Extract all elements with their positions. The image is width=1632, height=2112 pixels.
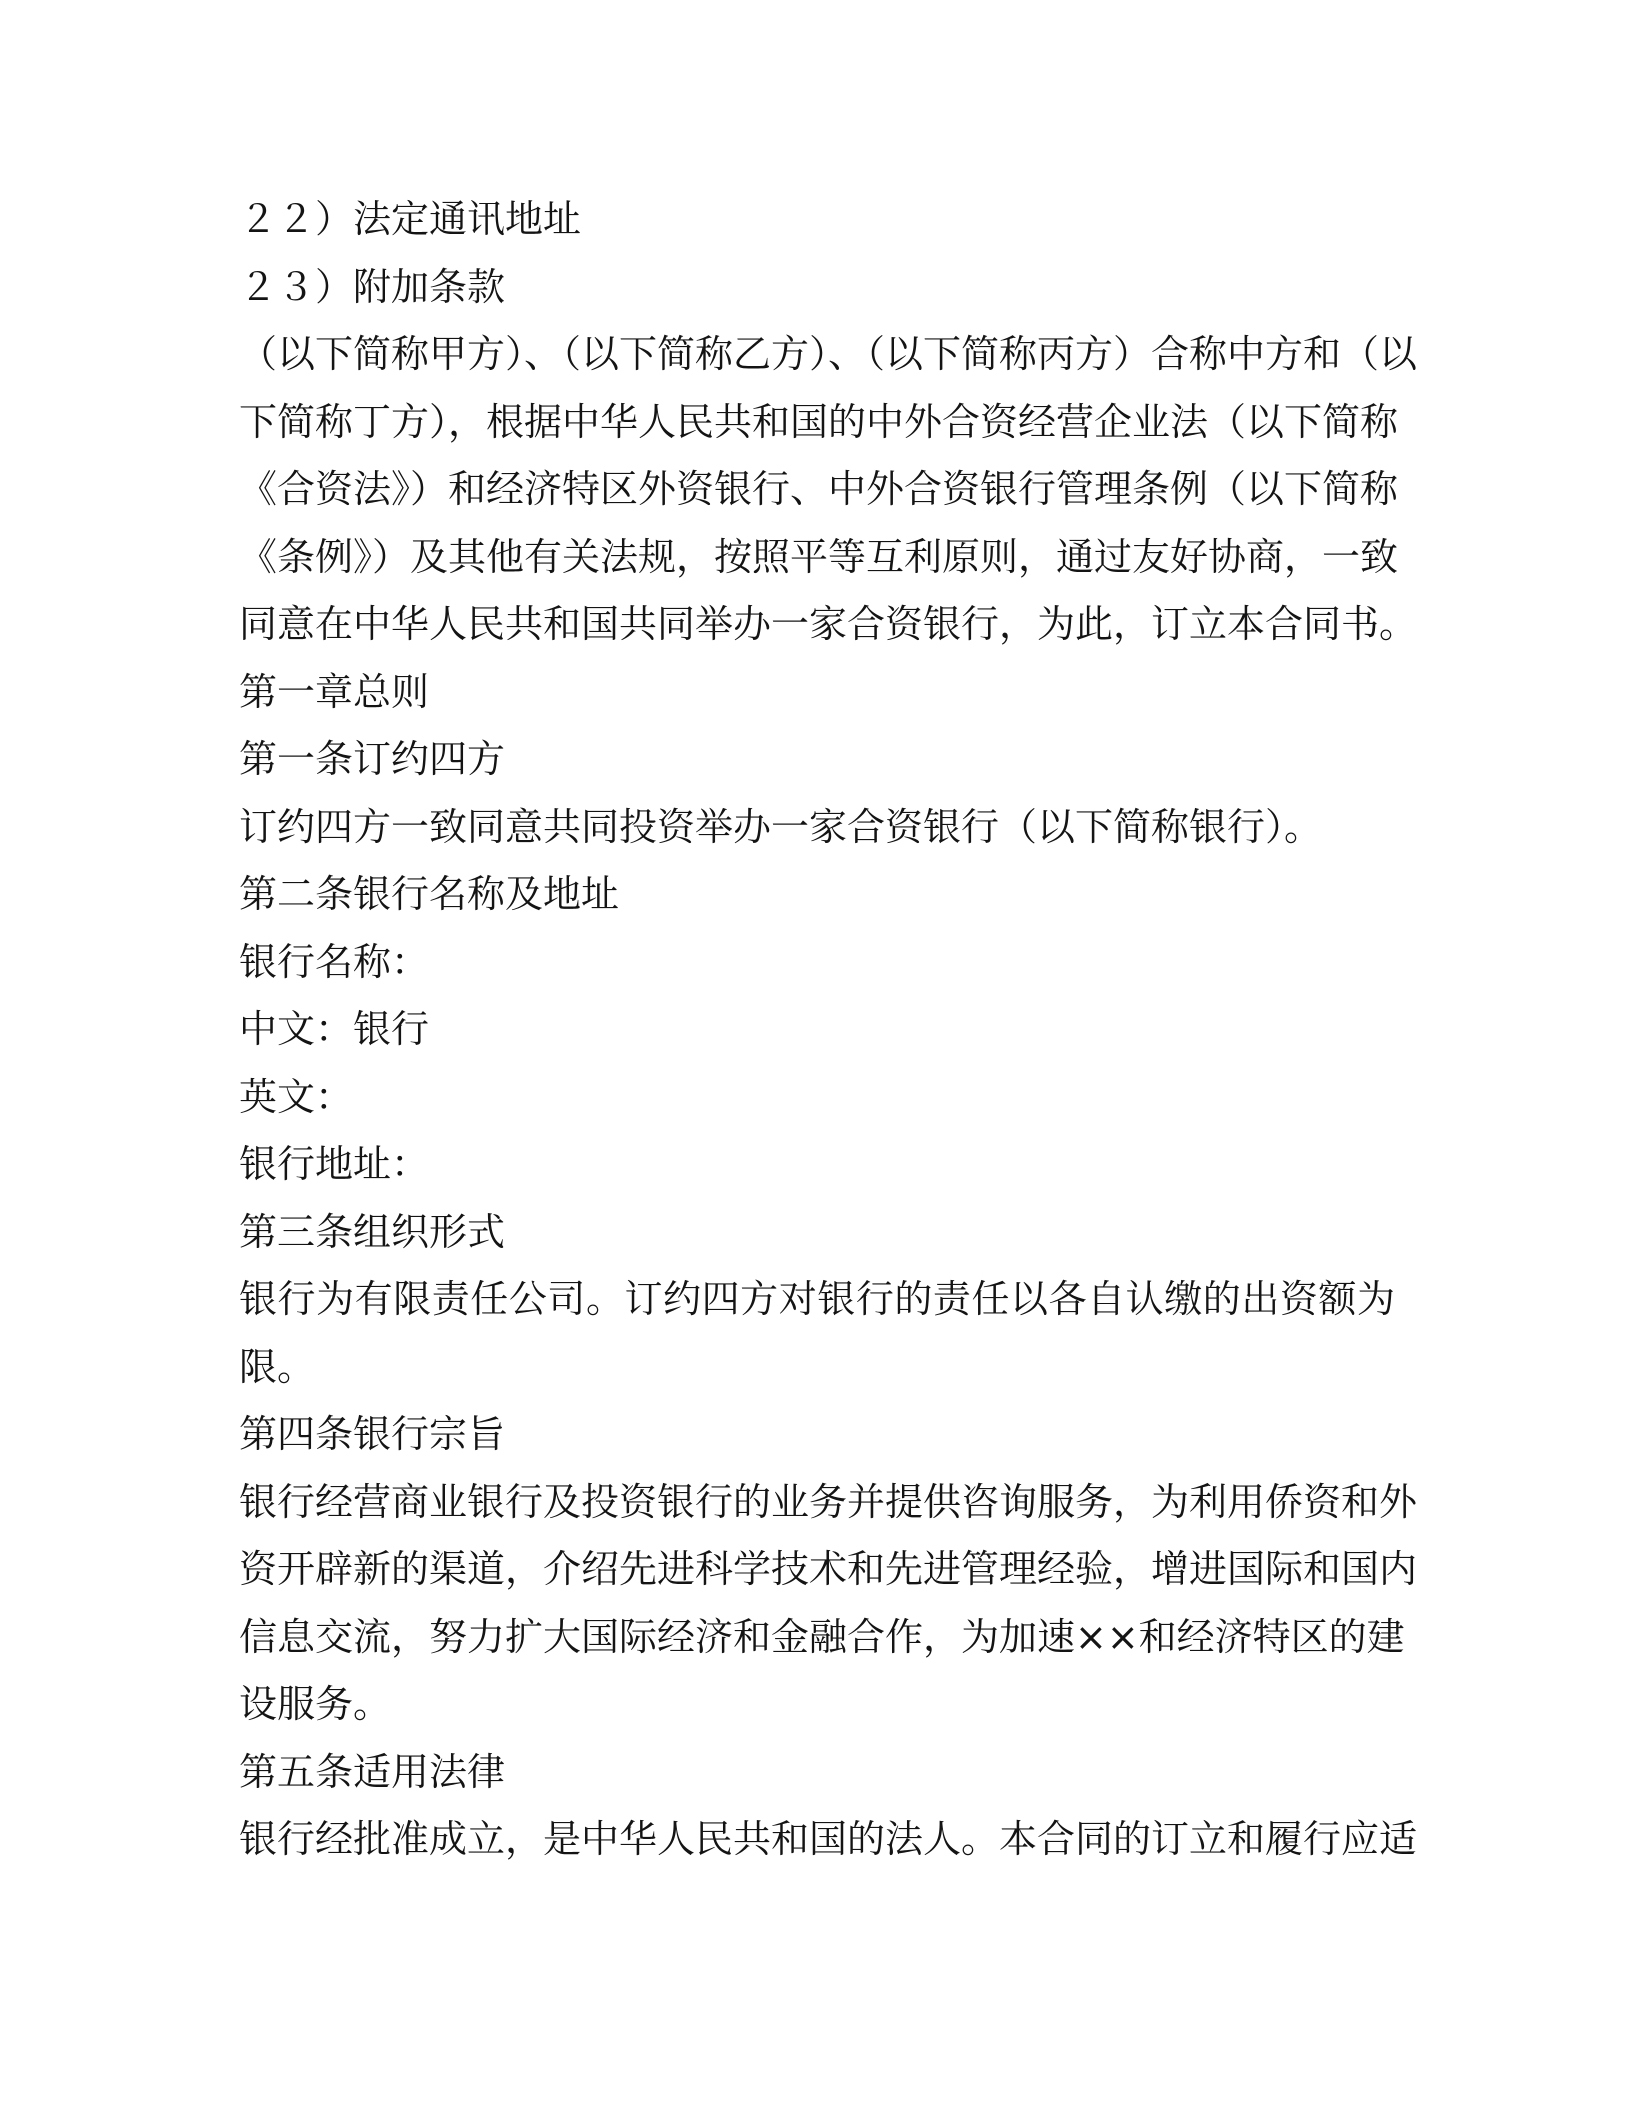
clause-23-line: ２３）附加条款: [239, 264, 506, 309]
clause-22-line: ２２）法定通讯地址: [239, 197, 582, 241]
article-5-text-line-1: 银行经批准成立，是中华人民共和国的法人。本合同的订立和履行应适: [239, 1817, 1418, 1861]
bank-name-label: 银行名称：: [239, 939, 430, 984]
preamble-line-2: 下简称丁方），根据中华人民共和国的中外合资经营企业法（以下简称: [239, 399, 1399, 444]
preamble-line-3: 《合资法》）和经济特区外资银行、中外合资银行管理条例（以下简称: [239, 467, 1399, 511]
bank-address-label: 银行地址：: [239, 1142, 430, 1186]
article-3-text-line-2: 限。: [239, 1344, 316, 1389]
article-3-heading: 第三条组织形式: [239, 1209, 506, 1254]
article-4-heading: 第四条银行宗旨: [239, 1412, 506, 1456]
preamble-line-4: 《条例》）及其他有关法规，按照平等互利原则，通过友好协商，一致: [239, 534, 1399, 579]
preamble-line-5: 同意在中华人民共和国共同举办一家合资银行，为此，订立本合同书。: [239, 602, 1418, 646]
bank-name-english: 英文：: [239, 1074, 354, 1119]
article-4-text-line-1: 银行经营商业银行及投资银行的业务并提供咨询服务，为利用侨资和外: [239, 1479, 1418, 1524]
preamble-line-1: （以下简称甲方）、（以下简称乙方）、（以下简称丙方）合称中方和（以: [239, 332, 1418, 376]
article-1-text: 订约四方一致同意共同投资举办一家合资银行（以下简称银行）。: [239, 804, 1323, 849]
article-4-text-line-3: 信息交流，努力扩大国际经济和金融合作，为加速××和经济特区的建: [239, 1614, 1405, 1659]
article-4-text-line-4: 设服务。: [239, 1682, 392, 1726]
article-1-heading: 第一条订约四方: [239, 737, 506, 781]
article-4-text-line-2: 资开辟新的渠道，介绍先进科学技术和先进管理经验，增进国际和国内: [239, 1547, 1418, 1591]
document-body: [239, 186, 1418, 1874]
article-2-heading: 第二条银行名称及地址: [239, 872, 620, 916]
chapter-1-heading: 第一章总则: [239, 669, 430, 714]
article-3-text-line-1: 银行为有限责任公司。订约四方对银行的责任以各自认缴的出资额为: [239, 1277, 1395, 1321]
bank-name-chinese: 中文：银行: [239, 1007, 430, 1051]
article-5-heading: 第五条适用法律: [239, 1749, 506, 1794]
